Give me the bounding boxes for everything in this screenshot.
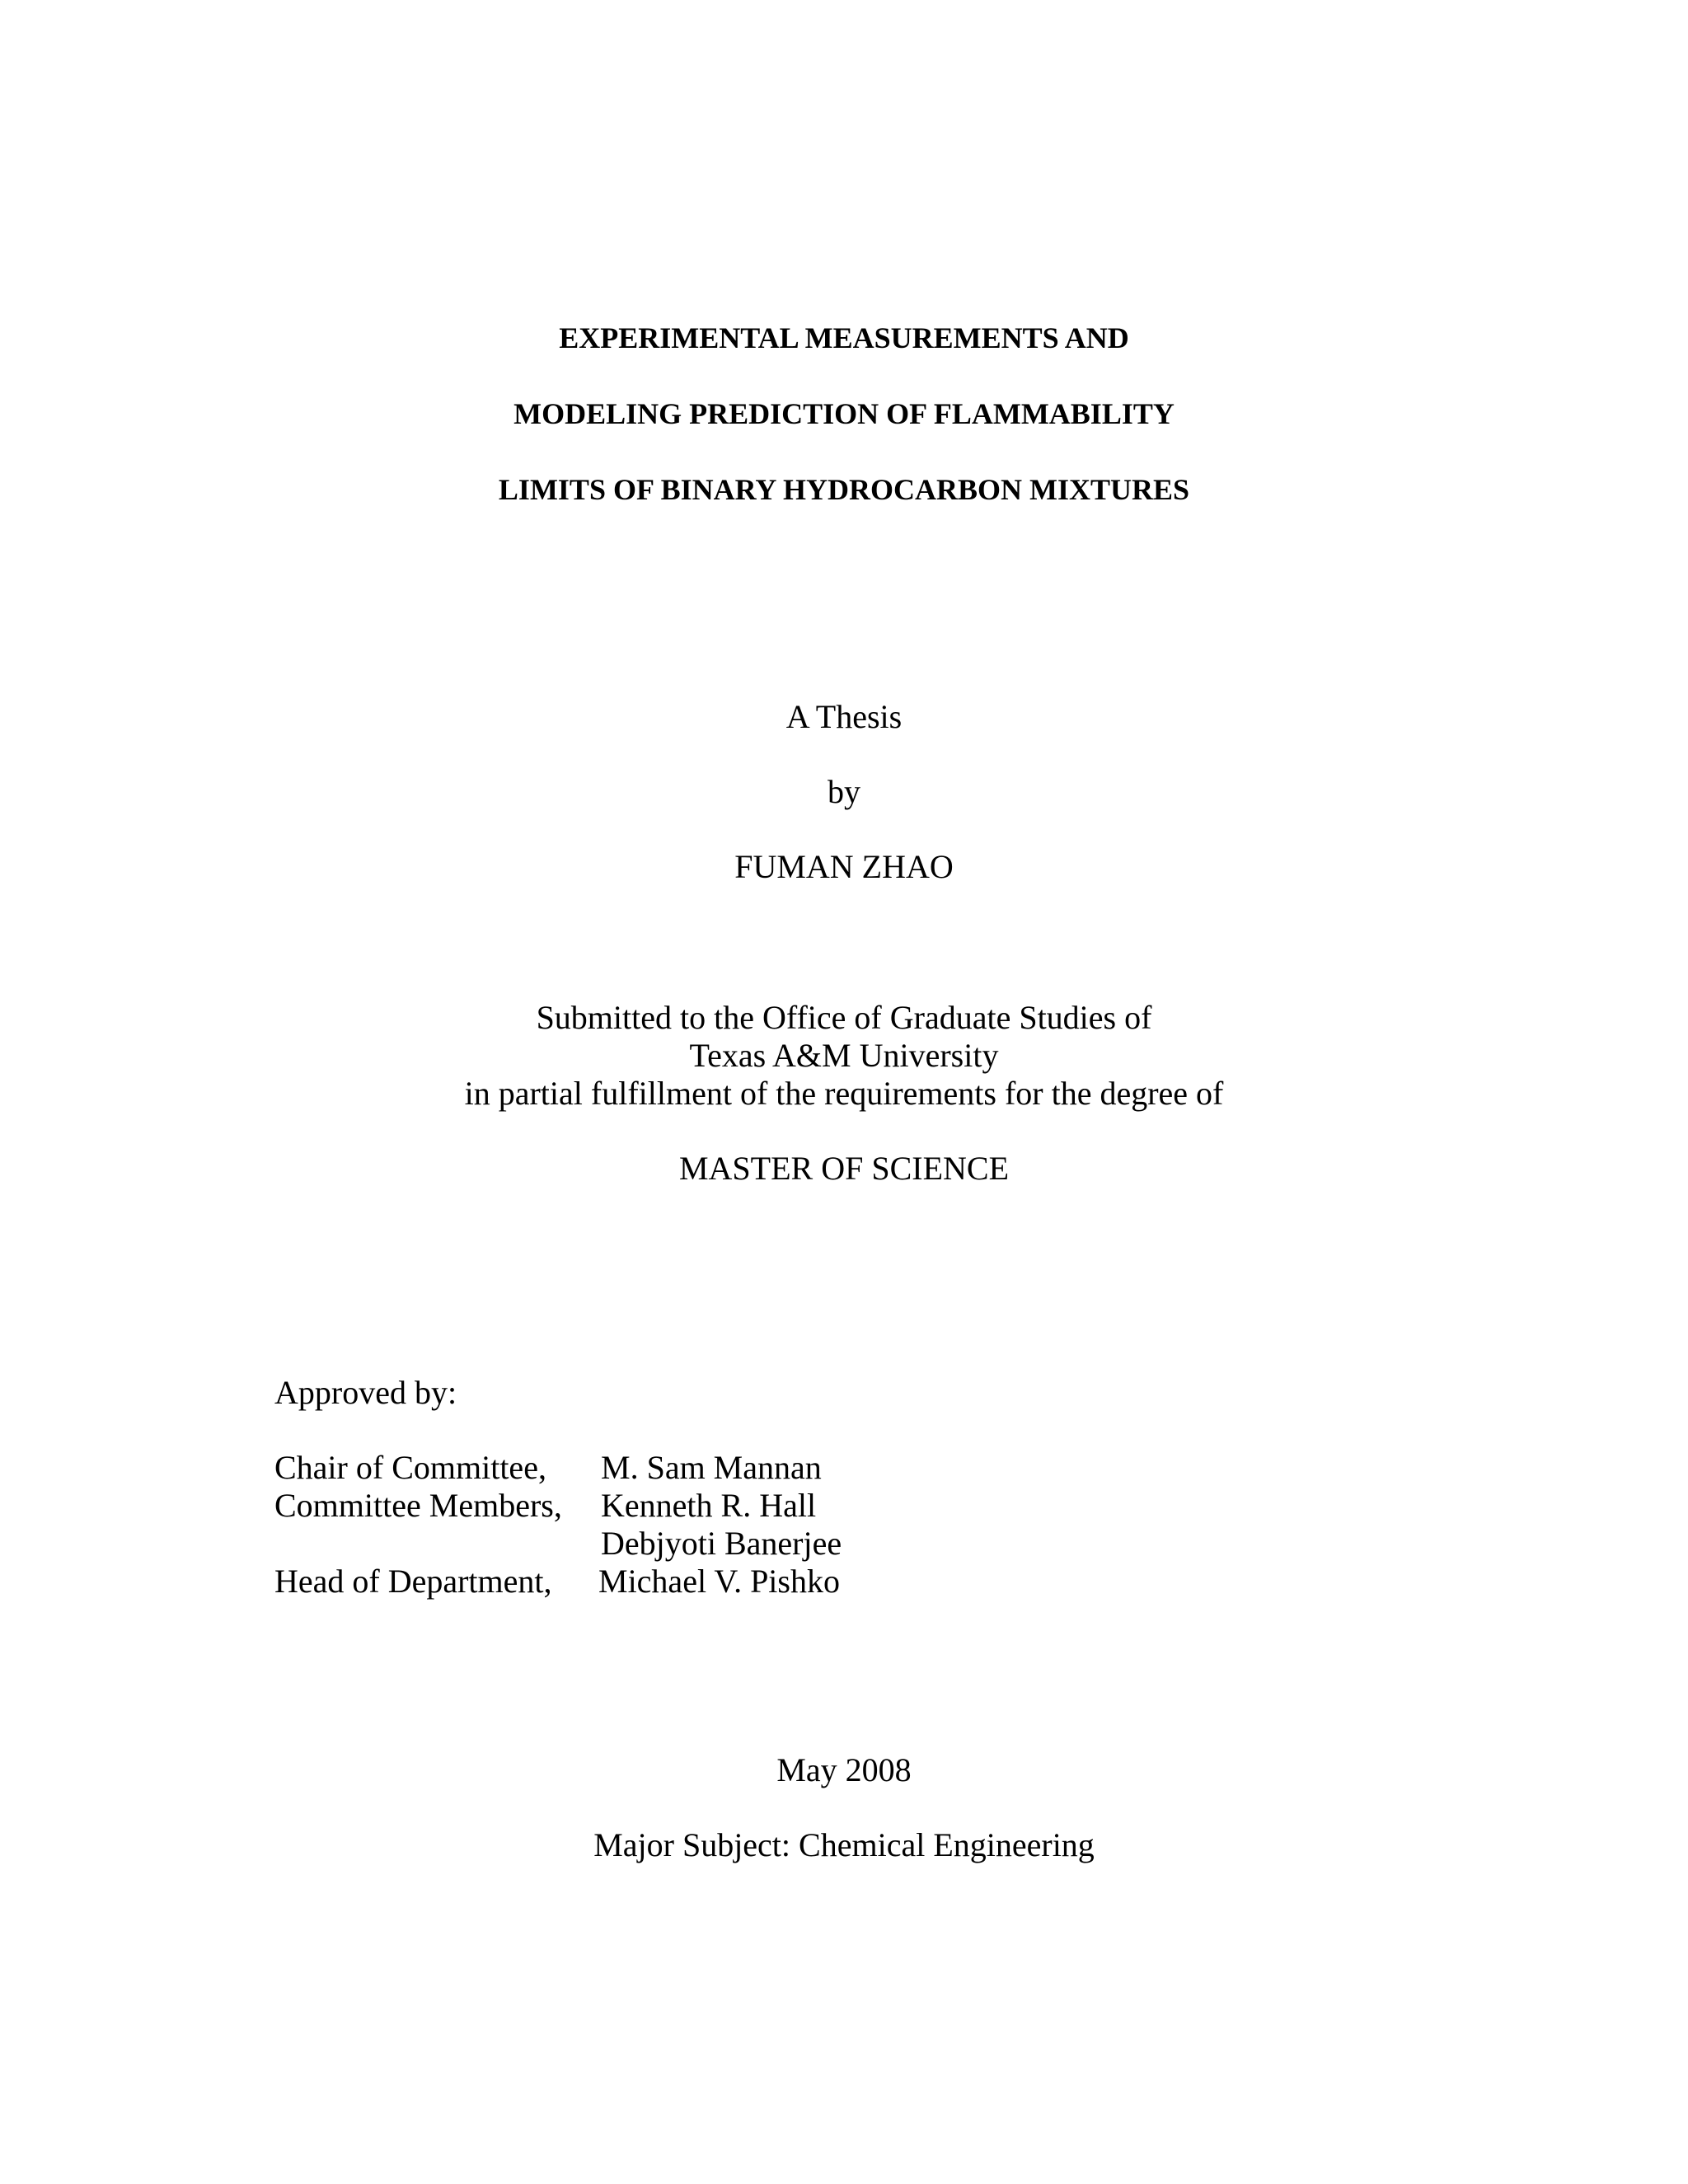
department-head-role: Head of Department, [274, 1563, 552, 1600]
committee-members-role: Committee Members, [274, 1487, 562, 1524]
submission-line-1: Submitted to the Office of Graduate Studies of [536, 999, 1152, 1036]
by-label: by [828, 773, 860, 810]
title-line-1: EXPERIMENTAL MEASUREMENTS AND [559, 321, 1129, 354]
major-subject: Major Subject: Chemical Engineering [593, 1826, 1095, 1863]
author-name: FUMAN ZHAO [734, 848, 954, 885]
submission-line-3: in partial fulfillment of the requirements for the degree of [464, 1075, 1224, 1112]
committee-chair-role: Chair of Committee, [274, 1449, 546, 1486]
submission-line-2: Texas A&M University [689, 1037, 999, 1074]
committee-chair-name: M. Sam Mannan [601, 1449, 822, 1486]
title-line-2: MODELING PREDICTION OF FLAMMABILITY [513, 397, 1175, 430]
document-type: A Thesis [785, 698, 903, 735]
approved-by-heading: Approved by: [274, 1374, 457, 1411]
committee-member-name-1: Kenneth R. Hall [601, 1487, 817, 1524]
degree-name: MASTER OF SCIENCE [678, 1150, 1010, 1187]
department-head-name: Michael V. Pishko [598, 1563, 840, 1600]
submission-date: May 2008 [776, 1751, 912, 1788]
title-line-3: LIMITS OF BINARY HYDROCARBON MIXTURES [498, 473, 1190, 506]
committee-member-name-2: Debjyoti Banerjee [601, 1525, 842, 1562]
